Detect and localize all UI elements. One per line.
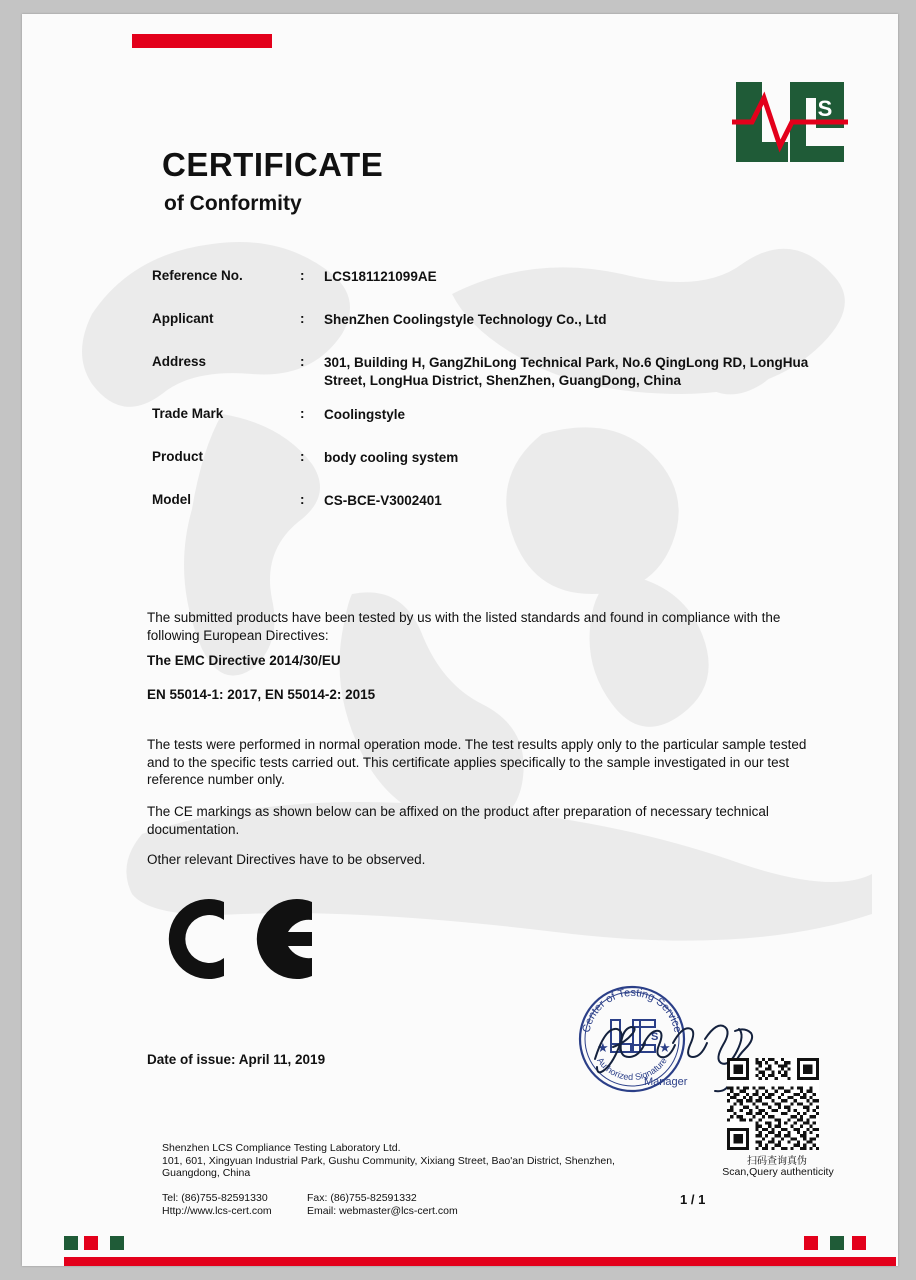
page-subtitle: of Conformity [164, 192, 302, 215]
footer-company: Shenzhen LCS Compliance Testing Laboratory Ltd. [162, 1142, 401, 1154]
intro-paragraph: The submitted products have been tested by us with the listed standards and found in compliance with the following European Directives: [147, 610, 781, 643]
footer-contacts-col1 [162, 1192, 272, 1217]
svg-text:Center of Testing Service: Center of Testing Service [580, 986, 684, 1034]
field-label: Reference No. [152, 268, 243, 283]
manager-label: Manager [644, 1076, 688, 1088]
footer-http[interactable]: Http://www.lcs-cert.com [162, 1204, 272, 1217]
qr-code[interactable] [727, 1058, 819, 1150]
field-product [152, 449, 842, 465]
footer-contacts-col2 [307, 1192, 458, 1217]
field-trade-mark [152, 406, 842, 422]
standards-line: EN 55014-1: 2017, EN 55014-2: 2015 [147, 687, 376, 702]
bottom-red-bar [64, 1257, 896, 1266]
field-value: 301, Building H, GangZhiLong Technical Park, No.6 QingLong RD, LongHua Street, LongHua District, ShenZhen, GuangDong, China [324, 355, 809, 388]
field-label: Trade Mark [152, 406, 224, 421]
footer-address-line2: Guangdong, China [162, 1167, 251, 1179]
field-value: CS-BCE-V3002401 [324, 493, 442, 508]
field-label: Product [152, 449, 204, 464]
directive-line: The EMC Directive 2014/30/EU [147, 653, 341, 668]
footer-address-line1: 101, 601, Xingyuan Industrial Park, Gushu Community, Xixiang Street, Bao'an District, Shenzhen, [162, 1154, 615, 1167]
field-colon: : [300, 268, 305, 283]
ce-marking-paragraph: The CE markings as shown below can be affixed on the product after preparation of necessary technical documentation. [147, 804, 769, 837]
other-directives-paragraph: Other relevant Directives have to be observed. [147, 852, 426, 867]
certificate-fields [152, 268, 842, 535]
field-colon: : [300, 492, 305, 507]
svg-text:S: S [817, 96, 833, 121]
svg-text:S: S [651, 1031, 659, 1043]
certificate-sheet [22, 14, 898, 1266]
field-applicant [152, 311, 842, 327]
page-number: 1 / 1 [680, 1192, 706, 1207]
qr-caption-english: Scan,Query authenticity [722, 1166, 834, 1178]
field-colon: : [300, 449, 305, 464]
field-reference-no [152, 268, 842, 284]
footer-email[interactable]: Email: webmaster@lcs-cert.com [307, 1204, 458, 1217]
footer-company-block [162, 1142, 615, 1180]
field-model [152, 492, 842, 508]
field-value: LCS181121099AE [324, 269, 437, 284]
footer-tel: Tel: (86)755-82591330 [162, 1192, 268, 1204]
date-of-issue: Date of issue: April 11, 2019 [147, 1052, 326, 1067]
field-address [152, 354, 842, 388]
field-value: body cooling system [324, 450, 459, 465]
qr-caption-chinese: 扫码查询真伪 [747, 1156, 807, 1167]
field-value: ShenZhen Coolingstyle Technology Co., Ltd [324, 312, 607, 327]
field-label: Applicant [152, 311, 214, 326]
footer-fax: Fax: (86)755-82591332 [307, 1192, 417, 1204]
page-title: CERTIFICATE [162, 146, 384, 183]
lcs-logo-icon [730, 76, 850, 168]
field-colon: : [300, 406, 305, 421]
field-label: Address [152, 354, 207, 369]
field-value: Coolingstyle [324, 407, 406, 422]
svg-text:★: ★ [659, 1040, 671, 1055]
ce-mark-icon [162, 894, 337, 984]
field-label: Model [152, 492, 191, 507]
svg-text:Authorized Signature: Authorized Signature [595, 1055, 669, 1083]
field-colon: : [300, 311, 305, 326]
svg-text:★: ★ [597, 1040, 609, 1055]
field-colon: : [300, 354, 305, 369]
top-red-bar [132, 34, 272, 48]
tests-paragraph: The tests were performed in normal operation mode. The test results apply only to the particular sample tested and to the specific tests carried out. This certificate applies specifically to the sample investigated in our test reference number only. [147, 737, 807, 787]
